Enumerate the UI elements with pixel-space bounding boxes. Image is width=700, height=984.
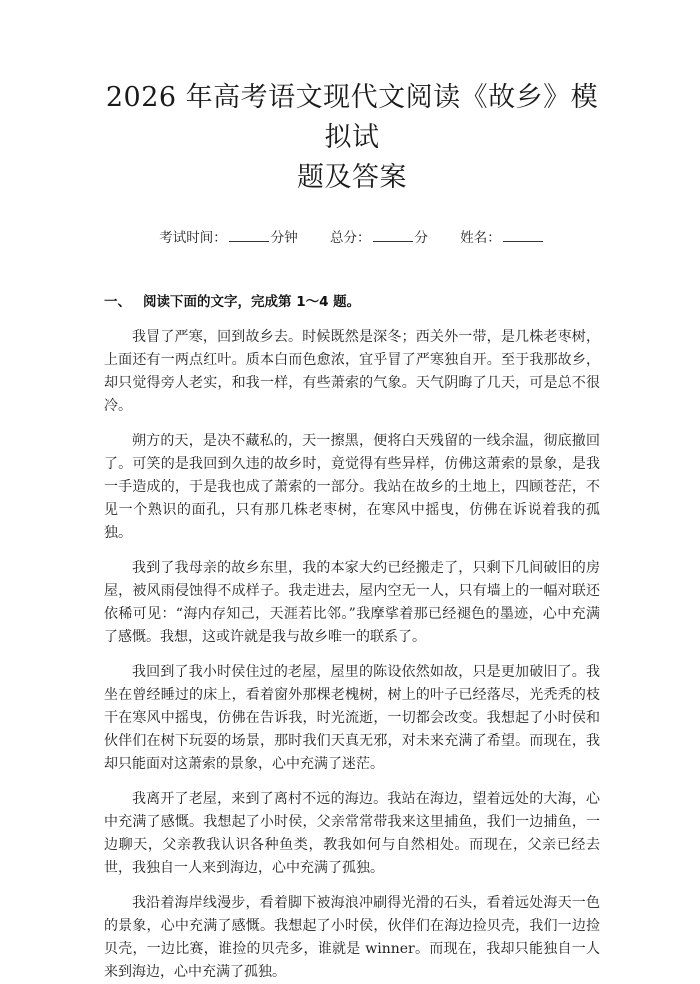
exam-name [460, 226, 545, 246]
exam-score-unit: 分 [414, 230, 428, 246]
exam-name-label: 姓名： [460, 230, 501, 246]
exam-time-label: 考试时间： [159, 230, 227, 246]
paragraph: 我离开了老屋，来到了离村不远的海边。我站在海边，望着远处的大海，心中充满了感慨。我想起了小时侯，父亲常常带我来这里捕鱼，我们一边捕鱼，一边聊天，父亲教我认识各种鱼类，教我如何与自然相处。而现在，父亲已经去世，我独自一人来到海边，心中充满了孤独。 [104, 791, 600, 876]
paragraph: 我到了我母亲的故乡东里，我的本家大约已经搬走了，只剩下几间破旧的房屋，被风雨侵蚀得不成样子。我走进去，屋内空无一人，只有墙上的一幅对联还依稀可见：“海内存知己，天涯若比邻。”我摩挲着那已经褪色的墨迹，心中充满了感慨。我想，这或许就是我与故乡唯一的联系了。 [104, 560, 600, 645]
title-line-2: 题及答案 [297, 162, 407, 193]
exam-score [330, 226, 428, 246]
paragraph: 我沿着海岸线漫步，看着脚下被海浪冲刷得光滑的石头，看着远处海天一色的景象，心中充满了感慨。我想起了小时侯，伙伴们在海边捡贝壳，我们一边捡贝壳，一边比赛，谁捡的贝壳多，谁就是 winner。而现在，我却只能独自一人来到海边，心中充满了孤独。 [104, 895, 600, 980]
paragraph: 我回到了我小时侯住过的老屋，屋里的陈设依然如故，只是更加破旧了。我坐在曾经睡过的床上，看着窗外那棵老槐树，树上的叶子已经落尽，光秃秃的枝干在寒风中摇曳，仿佛在告诉我，时光流逝，一切都会改变。我想起了小时侯和伙伴们在树下玩耍的场景，那时我们天真无邪，对未来充满了希望。而现在，我却只能面对这萧索的景象，心中充满了迷茫。 [104, 664, 600, 772]
section-number: 一、 [104, 294, 131, 310]
page-title [104, 78, 600, 198]
paragraph: 我冒了严寒，回到故乡去。时候既然是深冬；西关外一带，是几株老枣树，上面还有一两点红叶。质本白而色愈浓，宜乎冒了严寒独自开。至于我那故乡，却只觉得旁人老实，和我一样，有些萧索的气象。天气阴晦了几天，可是总不很冷。 [104, 329, 600, 414]
exam-time-blank [229, 231, 269, 242]
exam-name-blank [503, 231, 543, 242]
section-heading [104, 290, 600, 310]
exam-time-unit: 分钟 [270, 230, 298, 246]
title-line-1: 2026 年高考语文现代文阅读《故乡》模拟试 [105, 82, 599, 153]
exam-score-label: 总分： [330, 230, 371, 246]
exam-time [159, 226, 298, 246]
section-instruction: 阅读下面的文字，完成第 1～4 题。 [143, 294, 361, 310]
paragraph: 朔方的天，是决不藏私的，天一擦黑，便将白天残留的一线余温，彻底撤回了。可笑的是我回到久违的故乡时，竟觉得有些异样，仿佛这萧索的景象，是我一手造成的，于是我也成了萧索的一部分。我站在故乡的土地上，四顾苍茫，不见一个熟识的面孔，只有那几株老枣树，在寒风中摇曳，仿佛在诉说着我的孤独。 [104, 433, 600, 541]
exam-score-blank [373, 231, 413, 242]
exam-info [104, 226, 600, 246]
